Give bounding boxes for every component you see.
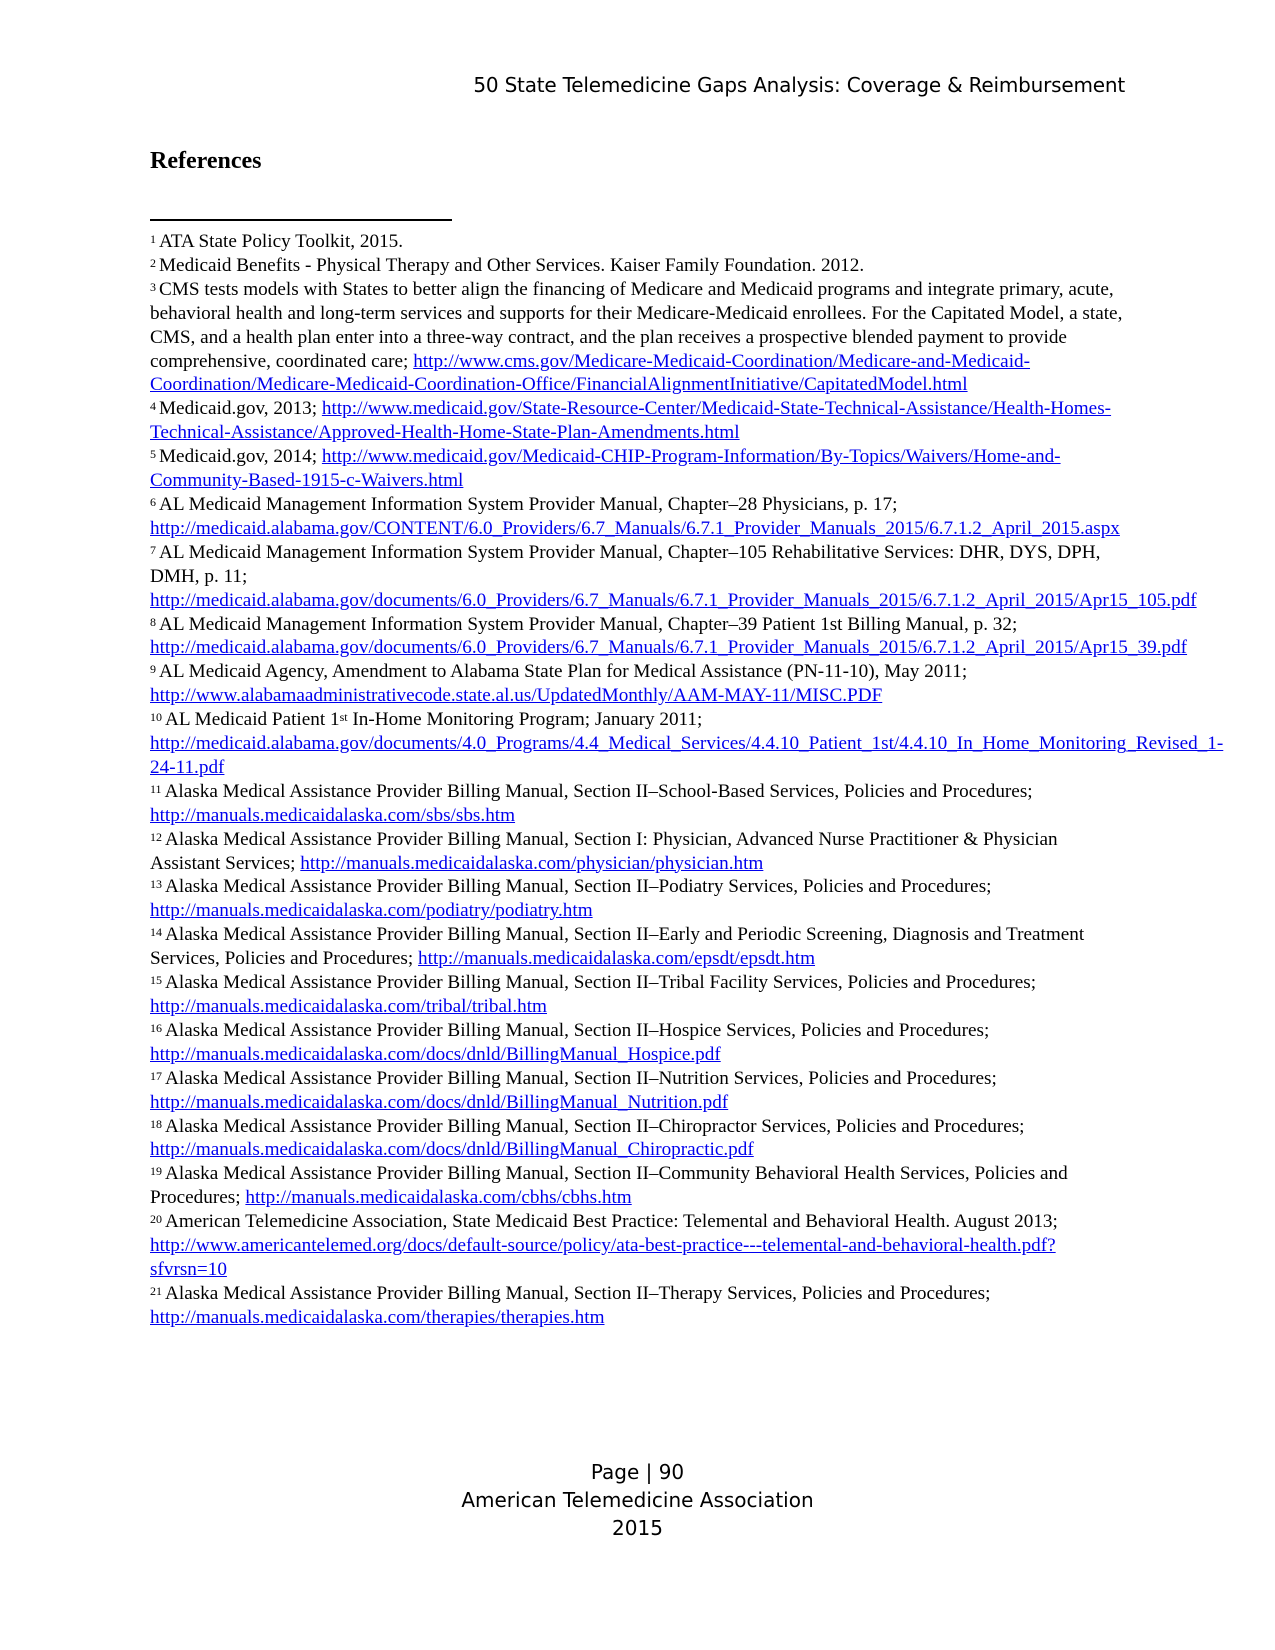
- footnote-number: 13: [150, 877, 162, 892]
- running-header: 50 State Telemedicine Gaps Analysis: Coverage & Reimbursement: [473, 73, 1125, 97]
- footnote-16: [150, 1019, 1130, 1067]
- footnote-link[interactable]: http://medicaid.alabama.gov/documents/4.0_Programs/4.4_Medical_Services/4.4.10_Patient_1st/4.4.10_In_Home_Monitoring_Revised_1-24-11.pdf: [150, 733, 1224, 778]
- footnote-7: [150, 541, 1197, 613]
- footnote-19: [150, 1162, 1130, 1210]
- footnote-9: [150, 660, 1130, 708]
- footer-year: 2015: [612, 1516, 663, 1540]
- footnote-number: 15: [150, 973, 162, 988]
- footnote-number: 20: [150, 1212, 162, 1227]
- footnote-link[interactable]: http://www.cms.gov/Medicare-Medicaid-Coordination/Medicare-and-Medicaid-Coordination/Medicare-Medicaid-Coordination-Office/FinancialAlignmentInitiative/CapitatedModel.html: [150, 350, 1031, 396]
- footnote-text: Alaska Medical Assistance Provider Billing Manual, Section II–Community Behavioral Health Services, Policies and Procedures;: [150, 1163, 1068, 1209]
- footer-organization: American Telemedicine Association: [461, 1488, 814, 1512]
- footnote-14: [150, 923, 1130, 971]
- footnote-link[interactable]: http://manuals.medicaidalaska.com/podiatry/podiatry.htm: [150, 900, 593, 922]
- footnote-number: 9: [150, 662, 156, 677]
- footnote-number: 17: [150, 1068, 162, 1083]
- section-title: References: [150, 148, 262, 174]
- footnote-text: Medicaid.gov, 2013;: [159, 398, 318, 420]
- footnote-15: [150, 971, 1130, 1019]
- footnote-link[interactable]: http://manuals.medicaidalaska.com/sbs/sbs.htm: [150, 804, 516, 826]
- footnote-number: 11: [150, 781, 162, 796]
- footnote-list: [150, 230, 1224, 1330]
- footnote-number: 21: [150, 1283, 162, 1298]
- footnote-text: Alaska Medical Assistance Provider Billing Manual, Section II–Nutrition Services, Policies and Procedures;: [165, 1067, 997, 1089]
- footnote-link[interactable]: http://manuals.medicaidalaska.com/epsdt/epsdt.htm: [418, 948, 816, 970]
- footnote-1: [150, 230, 1130, 254]
- footnote-link[interactable]: http://manuals.medicaidalaska.com/docs/dnld/BillingManual_Nutrition.pdf: [150, 1091, 729, 1113]
- footnote-18: [150, 1115, 1130, 1163]
- footnote-10: [150, 708, 1224, 780]
- footnote-2: [150, 254, 1130, 278]
- footnote-link[interactable]: http://manuals.medicaidalaska.com/therapies/therapies.htm: [150, 1306, 605, 1328]
- footnote-link[interactable]: http://www.alabamaadministrativecode.state.al.us/UpdatedMonthly/AAM-MAY-11/MISC.PDF: [150, 685, 883, 707]
- footnote-link[interactable]: http://manuals.medicaidalaska.com/physician/physician.htm: [300, 852, 764, 874]
- footnote-link[interactable]: http://medicaid.alabama.gov/documents/6.0_Providers/6.7_Manuals/6.7.1_Provider_Manuals_2015/6.7.1.2_April_2015/Apr15_105.pdf: [150, 589, 1197, 611]
- footnote-text: Alaska Medical Assistance Provider Billing Manual, Section I: Physician, Advanced Nurse Practitioner & Physician Assistant Services;: [150, 828, 1058, 874]
- footnote-link[interactable]: http://manuals.medicaidalaska.com/tribal/tribal.htm: [150, 996, 547, 1017]
- footnote-text: Alaska Medical Assistance Provider Billing Manual, Section II–Podiatry Services, Policies and Procedures;: [165, 876, 992, 898]
- footnote-number: 16: [150, 1020, 162, 1035]
- page-footer: [0, 1458, 1275, 1542]
- footnote-21: [150, 1282, 1130, 1330]
- footnote-link[interactable]: http://www.americantelemed.org/docs/default-source/policy/ata-best-practice---telemental-and-behavioral-health.pdf?sfvrsn=10: [150, 1235, 1056, 1280]
- footnote-text: Medicaid Benefits - Physical Therapy and Other Services. Kaiser Family Foundation. 2012.: [159, 254, 865, 276]
- footnote-number: 4: [150, 399, 156, 414]
- footnote-number: 10: [150, 710, 162, 725]
- footnote-link[interactable]: http://www.medicaid.gov/Medicaid-CHIP-Program-Information/By-Topics/Waivers/Home-and-Community-Based-1915-c-Waivers.html: [150, 446, 1061, 492]
- footnote-text: AL Medicaid Management Information System Provider Manual, Chapter–105 Rehabilitative Services: DHR, DYS, DPH, DMH, p. 11;: [150, 541, 1101, 587]
- footnote-13: [150, 875, 1130, 923]
- footnote-text: CMS tests models with States to better align the financing of Medicare and Medicaid programs and integrate primary, acute, behavioral health and long-term services and supports for their Medicare-Medicaid enrollees. For the Capitated Model, a state, CMS, and a health plan enter into a three-way contract, and the plan receives a prospective blended payment to provide comprehensive, coordinated care;: [150, 278, 1123, 372]
- footnote-number: 3: [150, 279, 156, 294]
- footnote-number: 5: [150, 447, 156, 462]
- footnote-text: American Telemedicine Association, State Medicaid Best Practice: Telemental and Behavioral Health. August 2013;: [165, 1211, 1058, 1233]
- footnote-link[interactable]: http://manuals.medicaidalaska.com/cbhs/cbhs.htm: [245, 1187, 632, 1209]
- footnote-link[interactable]: http://medicaid.alabama.gov/documents/6.0_Providers/6.7_Manuals/6.7.1_Provider_Manuals_2015/6.7.1.2_April_2015/Apr15_39.pdf: [150, 637, 1188, 659]
- footnote-number: 14: [150, 925, 162, 940]
- footnote-link[interactable]: http://www.medicaid.gov/State-Resource-Center/Medicaid-State-Technical-Assistance/Health-Homes-Technical-Assistance/Approved-Health-Home-State-Plan-Amendments.html: [150, 398, 1112, 444]
- ordinal-suffix: st: [339, 710, 348, 725]
- footnote-text: ATA State Policy Toolkit, 2015.: [159, 231, 404, 252]
- footnote-number: 18: [150, 1116, 162, 1131]
- footnote-17: [150, 1067, 1130, 1115]
- footnote-text: Alaska Medical Assistance Provider Billing Manual, Section II–Early and Periodic Screening, Diagnosis and Treatment Services, Policies and Procedures;: [150, 924, 1085, 970]
- footnote-3: [150, 278, 1130, 398]
- footnote-link[interactable]: http://medicaid.alabama.gov/CONTENT/6.0_Providers/6.7_Manuals/6.7.1_Provider_Manuals_2015/6.7.1.2_April_2015.aspx: [150, 517, 1120, 539]
- footnote-20: [150, 1210, 1130, 1282]
- footnote-text: Alaska Medical Assistance Provider Billing Manual, Section II–Tribal Facility Services, Policies and Procedures;: [165, 972, 1037, 994]
- footnote-text: AL Medicaid Management Information System Provider Manual, Chapter–39 Patient 1st Billing Manual, p. 32;: [159, 613, 1018, 635]
- footnote-text: Alaska Medical Assistance Provider Billing Manual, Section II–Chiropractor Services, Policies and Procedures;: [165, 1115, 1025, 1137]
- footnote-number: 12: [150, 829, 162, 844]
- footnote-12: [150, 828, 1130, 876]
- footnote-11: [150, 780, 1130, 828]
- footnote-link[interactable]: http://manuals.medicaidalaska.com/docs/dnld/BillingManual_Chiropractic.pdf: [150, 1139, 754, 1161]
- footnote-number: 2: [150, 255, 156, 270]
- footnote-text: AL Medicaid Agency, Amendment to Alabama State Plan for Medical Assistance (PN-11-10), May 2011;: [159, 661, 968, 683]
- footnote-text: AL Medicaid Patient 1: [165, 709, 340, 731]
- footnote-number: 7: [150, 542, 156, 557]
- footnote-separator: [150, 219, 452, 221]
- footnote-number: 19: [150, 1164, 162, 1179]
- footnote-6: [150, 493, 1130, 541]
- footnote-text-cont: In-Home Monitoring Program; January 2011;: [352, 709, 703, 731]
- footnote-number: 6: [150, 494, 156, 509]
- footnote-text: Medicaid.gov, 2014;: [159, 446, 318, 468]
- footnote-number: 8: [150, 614, 156, 629]
- footnote-text: Alaska Medical Assistance Provider Billing Manual, Section II–Therapy Services, Policies and Procedures;: [165, 1282, 991, 1304]
- footnote-number: 1: [150, 232, 156, 246]
- footnote-5: [150, 445, 1130, 493]
- page-number: Page | 90: [590, 1460, 685, 1484]
- footnote-text: AL Medicaid Management Information System Provider Manual, Chapter–28 Physicians, p. 17;: [159, 493, 898, 515]
- footnote-4: [150, 397, 1130, 445]
- footnote-link[interactable]: http://manuals.medicaidalaska.com/docs/dnld/BillingManual_Hospice.pdf: [150, 1043, 721, 1065]
- footnote-8: [150, 613, 1188, 661]
- footnote-text: Alaska Medical Assistance Provider Billing Manual, Section II–Hospice Services, Policies and Procedures;: [165, 1019, 990, 1041]
- footnote-text: Alaska Medical Assistance Provider Billing Manual, Section II–School-Based Services, Policies and Procedures;: [164, 780, 1033, 802]
